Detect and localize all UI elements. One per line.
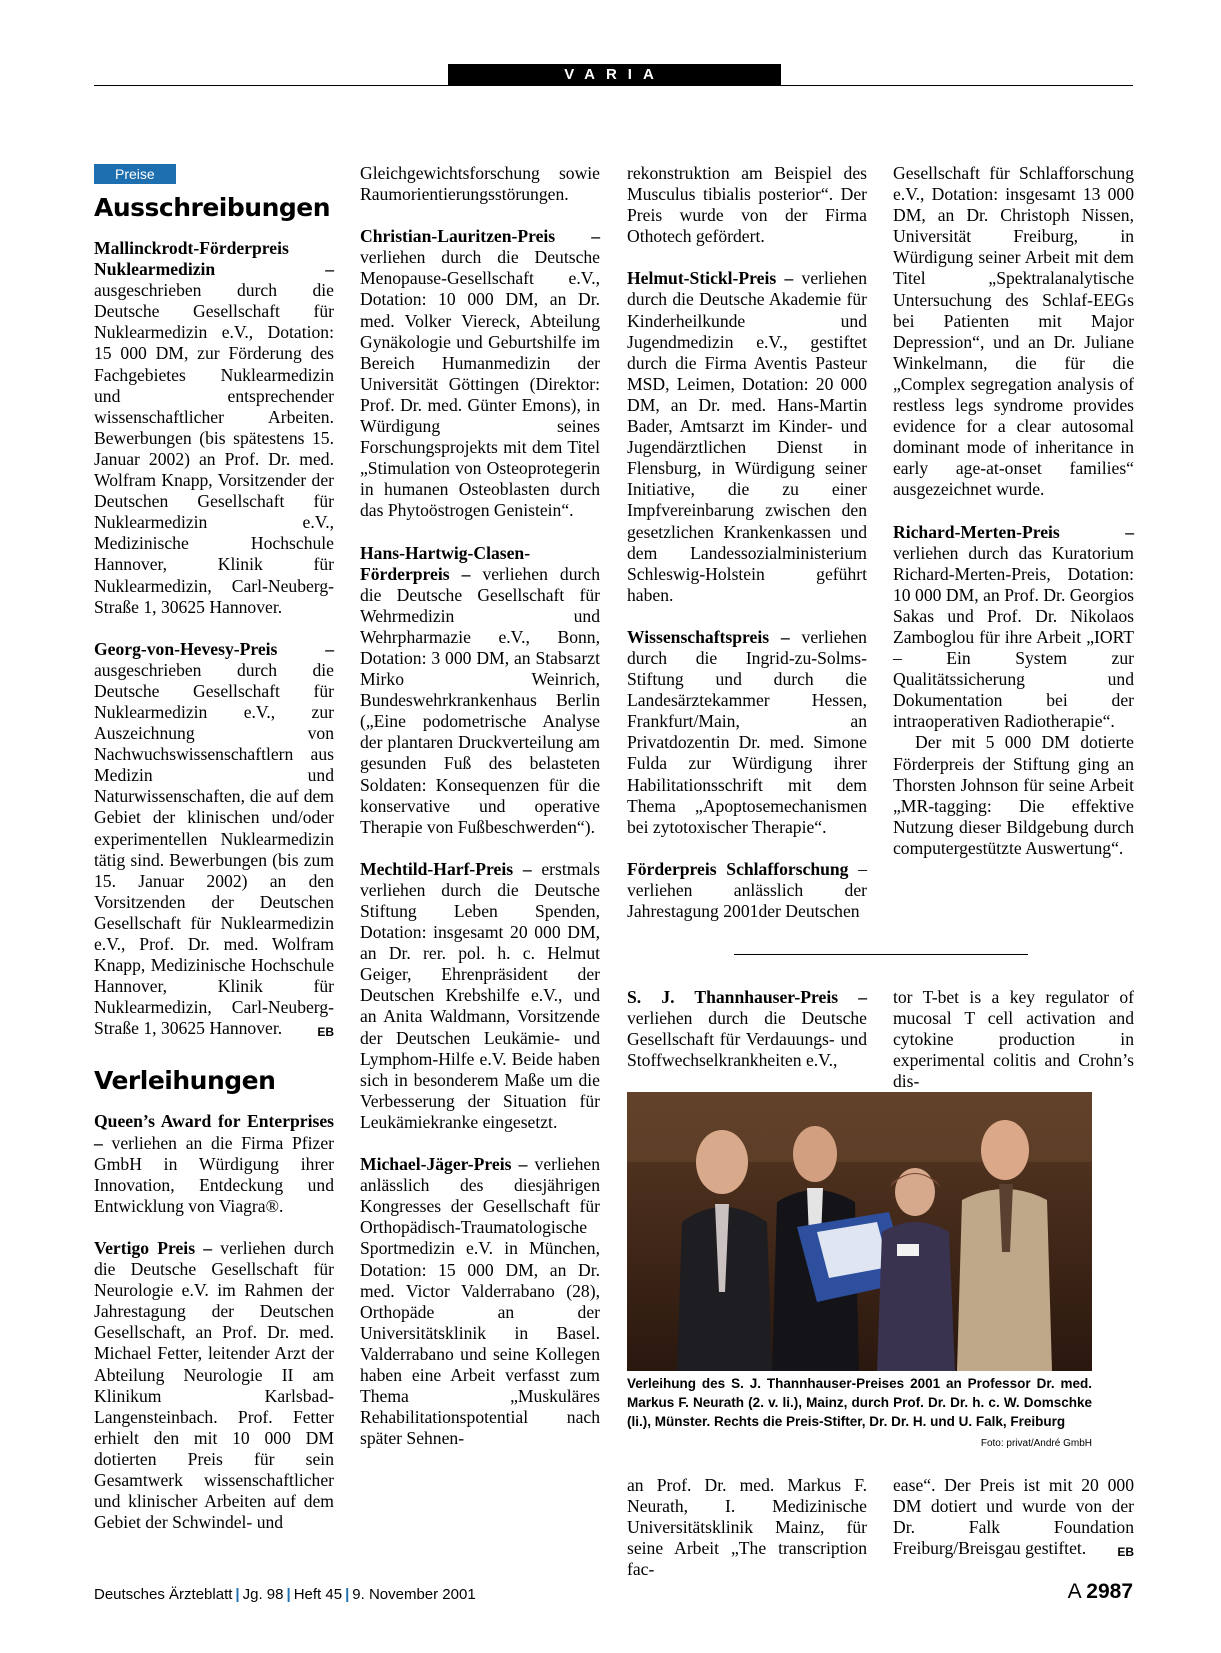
article-heading: Georg-von-Hevesy-Preis – bbox=[94, 638, 334, 659]
photo-credit: Foto: privat/André GmbH bbox=[980, 1438, 1092, 1449]
issue-date: 9. November 2001 bbox=[352, 1586, 476, 1603]
article-heading: S. J. Thannhauser-Preis – bbox=[627, 987, 867, 1007]
article-heading: Mechtild-Harf-Preis – bbox=[360, 858, 532, 879]
journal-name: Deutsches Ärzteblatt bbox=[94, 1586, 233, 1603]
column-4 bbox=[893, 163, 1134, 880]
author-signature: EB bbox=[1117, 1545, 1134, 1560]
separator-icon: | bbox=[286, 1586, 291, 1603]
section-title-verleihungen: Verleihungen bbox=[94, 1066, 276, 1096]
article-body: verliehen durch die Deutsche Gesellschaft für Verdauungs- und Stoffwechselkrankheiten e.V., bbox=[627, 1008, 867, 1071]
article-body: verliehen durch die Ingrid-zu-Solms-Stiftung und durch die Landesärztekammer Hessen, Frankfurt/Main, an Privatdozentin Dr. med. Simone Fulda zur Würdigung ihrer Habilitationsschrift mit dem Thema „Apoptosemechanismen bei zytotoxischer Therapie“. bbox=[627, 626, 867, 837]
article-thannhauser-bottom-right bbox=[893, 1475, 1134, 1563]
article-body: verliehen durch das Kuratorium Richard-Merten-Preis, Dotation: 10 000 DM, an Prof. Dr. Georgios Sakas und Prof. Dr. Nikolaos Zamboglou für ihre Arbeit „IORT – Ein System zur Qualitätssicherung und Dokumentation bei der intraoperativen Radiotherapie“. bbox=[893, 542, 1134, 732]
article-hevesy bbox=[94, 639, 334, 1040]
page-number bbox=[1068, 1580, 1133, 1604]
column-3 bbox=[627, 163, 867, 943]
article-merten bbox=[893, 522, 1134, 733]
article-body: verliehen an die Firma Pfizer GmbH in Würdigung ihrer Innovation, Entdeckung und Entwicklung von Viagra®. bbox=[94, 1132, 334, 1216]
article-thannhauser-bottom-left: an Prof. Dr. med. Markus F. Neurath, I. Medizinische Universitätsklinik Mainz, für seine Arbeit „The transcription fac- bbox=[627, 1475, 867, 1580]
article-heading: Michael-Jäger-Preis – bbox=[360, 1154, 528, 1175]
column-2 bbox=[360, 163, 600, 1470]
article-heading: Christian-Lauritzen-Preis – bbox=[360, 226, 600, 247]
article-heading: Hans-Hartwig-Clasen-Förderpreis – bbox=[360, 542, 531, 584]
caption-text: Verleihung des S. J. Thannhauser-Preises 2001 an Professor Dr. med. Markus F. Neurath (2. v. li.), Mainz, durch Prof. Dr. Dr. h. c. W. Domschke (li.), Münster. Rechts die Preis-Stifter, Dr. Dr. H. und U. Falk, Freiburg bbox=[627, 1376, 1092, 1429]
separator-icon: | bbox=[345, 1586, 350, 1603]
separator-icon: | bbox=[235, 1586, 240, 1603]
article-jaeger bbox=[360, 1154, 600, 1449]
article-lauritzen bbox=[360, 226, 600, 521]
article-body: erstmals verliehen durch die Deutsche Stiftung Leben Spenden, Dotation: insgesamt 20 000 DM, an Dr. rer. pol. h. c. Helmut Geiger, Ehrenpräsident der Deutschen Krebshilfe e.V., und an Anita Waldmann, Vorsitzende der Deutschen Leukämie- und Lymphom-Hilfe e.V. Beide haben sich in besonderem Maße um die Verbesserung der Situation für Leukämiekranke eingesetzt. bbox=[360, 858, 600, 1132]
article-mallinckrodt bbox=[94, 238, 334, 618]
article-schlafforschung bbox=[627, 859, 867, 922]
section-header: VARIA bbox=[448, 64, 781, 86]
footer-citation bbox=[94, 1586, 476, 1603]
article-continuation: Gleichgewichtsforschung sowie Raumorientierungsstörungen. bbox=[360, 163, 600, 205]
article-johnson: Der mit 5 000 DM dotierte Förderpreis der Stiftung ging an Thorsten Johnson für seine Arbeit „MR-tagging: Die effektive Nutzung dieser Bildgebung durch computergestützte Auswertung“. bbox=[893, 732, 1134, 858]
article-heading: Wissenschaftspreis – bbox=[627, 626, 790, 647]
article-heading: Helmut-Stickl-Preis – bbox=[627, 268, 794, 289]
article-heading: Richard-Merten-Preis – bbox=[893, 521, 1134, 542]
article-heading: Förderpreis Schlafforschung bbox=[627, 858, 849, 879]
article-vertigo bbox=[94, 1238, 334, 1533]
award-photo bbox=[627, 1092, 1092, 1371]
category-tag: Preise bbox=[94, 164, 176, 184]
article-body: verliehen durch die Deutsche Akademie für Kinderheilkunde und Jugendmedizin e.V., gestiftet durch die Firma Aventis Pasteur MSD, Leimen, Dotation: 20 000 DM, an Dr. med. Hans-Martin Bader, Amtsarzt im Kinder- und Jugendärztlichen Dienst in Flensburg, in Würdigung seiner Initiative, die zu einer Impfvereinbarung zwischen den gesetzlichen Krankenkassen und dem Landessozialministerium Schleswig-Holstein geführt haben. bbox=[627, 268, 867, 605]
volume: Jg. 98 bbox=[242, 1586, 284, 1603]
page-number-value: 2987 bbox=[1086, 1580, 1133, 1603]
article-body: ausgeschrieben durch die Deutsche Gesellschaft für Nuklearmedizin e.V., zur Auszeichnung von Nachwuchswissenschaftlern aus Medizin und Naturwissenschaften, die auf dem Gebiet der klinischen und/oder experimentellen Nuklearmedizin tätig sind. Bewerbungen (bis zum 15. Januar 2002) an den Vorsitzenden der Deutschen Gesellschaft für Nuklearmedizin e.V., Prof. Dr. med. Wolfram Knapp, Medizinische Hochschule Hannover, Klinik für Nuklearmedizin, Carl-Neuberg-Straße 1, 30625 Hannover. bbox=[94, 659, 334, 1039]
article-thannhauser bbox=[627, 987, 867, 1071]
article-body: verliehen durch die Deutsche Gesellschaft für Wehrmedizin und Wehrpharmazie e.V., Bonn, Dotation: 3 000 DM, an Stabsarzt Mirko Weinrich, Bundeswehrkrankenhaus Berlin („Eine podometrische Analyse der plantaren Druckverteilung am gesunden Fuß des belasteten Soldaten: Konsequenzen für die konservative und operative Therapie von Fußbeschwerden“). bbox=[360, 563, 600, 837]
article-clasen bbox=[360, 543, 600, 838]
article-harf bbox=[360, 859, 600, 1133]
article-stickl bbox=[627, 268, 867, 606]
article-thannhauser-continued: tor T-bet is a key regulator of mucosal T cell activation and cytokine production in experimental colitis and Crohn’s dis- bbox=[893, 987, 1134, 1092]
article-continuation: rekonstruktion am Beispiel des Musculus tibialis posterior“. Der Preis wurde von der Firma Othotech gefördert. bbox=[627, 163, 867, 247]
article-heading: Mallinckrodt-Förderpreis Nuklearmedizin – bbox=[94, 238, 334, 280]
article-queens-award bbox=[94, 1111, 334, 1216]
page-prefix: A bbox=[1067, 1580, 1081, 1603]
author-signature: EB bbox=[317, 1025, 334, 1040]
article-body: ausgeschrieben durch die Deutsche Gesellschaft für Nuklearmedizin e.V., Dotation: 15 000 DM, zur Förderung des Fachgebietes Nuklearmedizin und entsprechender wissenschaftlicher Arbeiten. Bewerbungen (bis spätestens 15. Januar 2002) an Prof. Dr. med. Wolfram Knapp, Vorsitzender der Deutschen Gesellschaft für Nuklearmedizin e.V., Medizinische Hochschule Hannover, Klinik für Nuklearmedizin, Carl-Neuberg-Straße 1, 30625 Hannover. bbox=[94, 280, 334, 617]
article-body: verliehen durch die Deutsche Gesellschaft für Neurologie e.V. im Rahmen der Jahrestagung der Deutschen Gesellschaft, an Prof. Dr. med. Michael Fetter, leitender Arzt der Abteilung Neurologie II am Klinikum Karlsbad-Langensteinbach. Prof. Fetter erhielt den mit 10 000 DM dotierten Preis für sein Gesamtwerk wissenschaftlicher und klinischer Arbeiten auf dem Gebiet der Schwindel- und bbox=[94, 1237, 334, 1533]
column-1 bbox=[94, 163, 334, 1554]
article-body: ease“. Der Preis ist mit 20 000 DM dotiert und wurde von der Dr. Falk Foundation Freiburg/Breisgau gestiftet. bbox=[893, 1475, 1134, 1559]
article-body: verliehen anlässlich des diesjährigen Kongresses der Gesellschaft für Orthopädisch-Traumatologische Sportmedizin e.V. in München, Dotation: 15 000 DM, an Dr. med. Victor Valderrabano (28), Orthopäde an der Universitätsklinik in Basel. Valderrabano und seine Kollegen haben eine Arbeit verfasst zum Thema „Muskuläres Rehabilitationspotential nach später Sehnen- bbox=[360, 1154, 600, 1449]
article-body: – verliehen anlässlich der Jahrestagung 2001der Deutschen bbox=[627, 858, 867, 921]
article-wissenschaftspreis bbox=[627, 627, 867, 838]
section-divider bbox=[734, 954, 1028, 955]
photo-caption bbox=[627, 1374, 1092, 1453]
article-heading: Queen’s Award for Enterprises – bbox=[94, 1111, 334, 1153]
section-title-ausschreibungen: Ausschreibungen bbox=[94, 193, 331, 222]
issue: Heft 45 bbox=[293, 1586, 343, 1603]
article-body: verliehen durch die Deutsche Menopause-Gesellschaft e.V., Dotation: 10 000 DM, an Dr. med. Volker Viereck, Abteilung Gynäkologie und Geburtshilfe im Bereich Humanmedizin der Universität Göttingen (Direktor: Prof. Dr. med. Günter Emons), in Würdigung seines Forschungsprojekts mit dem Titel „Stimulation von Osteoprotegerin in humanen Osteoblasten durch das Phytoöstrogen Genistein“. bbox=[360, 247, 600, 521]
article-continuation: Gesellschaft für Schlafforschung e.V., Dotation: insgesamt 13 000 DM, an Dr. Christoph Nissen, Universität Freiburg, in Würdigung seiner Arbeit mit dem Titel „Spektralanalytische Untersuchung des Schlaf-EEGs bei Patienten mit Major Depression“, und an Dr. Juliane Winkelmann, die für die „Complex segregation analysis of restless legs syndrome provides evidence for a clear autosomal dominant mode of inheritance in early age-at-onset families“ ausgezeichnet wurde. bbox=[893, 163, 1134, 500]
article-heading: Vertigo Preis – bbox=[94, 1237, 213, 1258]
